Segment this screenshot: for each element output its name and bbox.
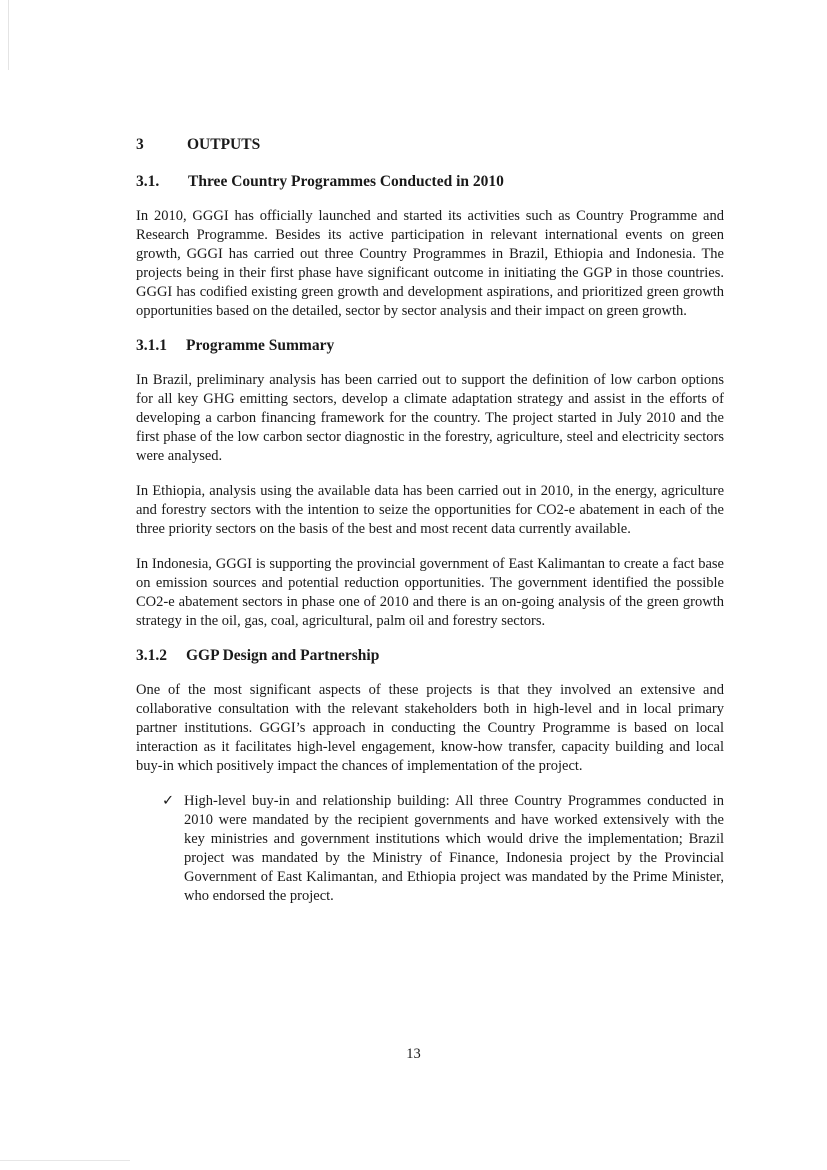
bullet-list bbox=[136, 792, 724, 906]
bullet-text: High-level buy-in and relationship building: All three Country Programmes conducted in 2010 were mandated by the recipient governments and have worked extensively with the key ministries and government institutions which would drive the implementation; Brazil project was mandated by the Ministry of Finance, Indonesia project by the Provincial Government of East Kalimantan, and Ethiopia project was mandated by the Prime Minister, who endorsed the project. bbox=[184, 793, 724, 904]
subsection-heading-3-1-1 bbox=[136, 337, 724, 355]
paragraph-ethiopia: In Ethiopia, analysis using the available data has been carried out in 2010, in the energy, agriculture and forestry sectors with the intention to seize the opportunities for CO2-e abatement in each of the three priority sectors on the basis of the best and most recent data currently available. bbox=[136, 483, 724, 537]
section-title: OUTPUTS bbox=[187, 136, 261, 153]
subsection-number: 3.1.2 bbox=[136, 647, 167, 664]
subsection-number: 3.1. bbox=[136, 173, 160, 190]
paragraph-ggp-design: One of the most significant aspects of these projects is that they involved an extensive and collaborative consultation with the relevant stakeholders both in high-level and in local primary partner institutions. GGGI’s approach in conducting the Country Programme is based on local interaction as it facilitates high-level engagement, know-how transfer, capacity building and local buy-in which positively impact the chances of implementation of the project. bbox=[136, 682, 724, 774]
paragraph-brazil: In Brazil, preliminary analysis has been carried out to support the definition of low carbon options for all key GHG emitting sectors, develop a climate adaptation strategy and assist in the efforts of developing a carbon financing framework for the country. The project started in July 2010 and the first phase of the low carbon sector diagnostic in the forestry, agriculture, steel and electricity sectors were analysed. bbox=[136, 372, 724, 464]
subsection-heading-3-1-2 bbox=[136, 647, 724, 665]
section-heading-outputs bbox=[136, 136, 724, 154]
list-item bbox=[162, 792, 724, 906]
page-number: 13 bbox=[406, 1046, 421, 1062]
section-number: 3 bbox=[136, 136, 144, 153]
subsection-number: 3.1.1 bbox=[136, 337, 167, 354]
checkmark-icon: ✓ bbox=[162, 793, 175, 809]
scan-bottom-mark bbox=[0, 1160, 130, 1161]
paragraph-indonesia: In Indonesia, GGGI is supporting the provincial government of East Kalimantan to create a fact base on emission sources and potential reduction opportunities. The government identified the possible CO2-e abatement sectors in phase one of 2010 and there is an on-going analysis of the green growth strategy in the oil, gas, coal, agricultural, palm oil and forestry sectors. bbox=[136, 556, 724, 629]
scan-edge-line bbox=[8, 0, 9, 70]
subsection-title: Three Country Programmes Conducted in 2010 bbox=[188, 173, 504, 190]
subsection-title: GGP Design and Partnership bbox=[186, 647, 380, 664]
paragraph-overview: In 2010, GGGI has officially launched and started its activities such as Country Programme and Research Programme. Besides its active participation in relevant international events on green growth, GGGI has carried out three Country Programmes in Brazil, Ethiopia and Indonesia. The projects being in their first phase have significant outcome in initiating the GGP in those countries. GGGI has codified existing green growth and development aspirations, and prioritized green growth opportunities based on the detailed, sector by sector analysis and their impact on green growth. bbox=[136, 208, 724, 319]
document-page bbox=[136, 136, 724, 906]
subsection-title: Programme Summary bbox=[186, 337, 335, 354]
subsection-heading-3-1 bbox=[136, 173, 724, 191]
